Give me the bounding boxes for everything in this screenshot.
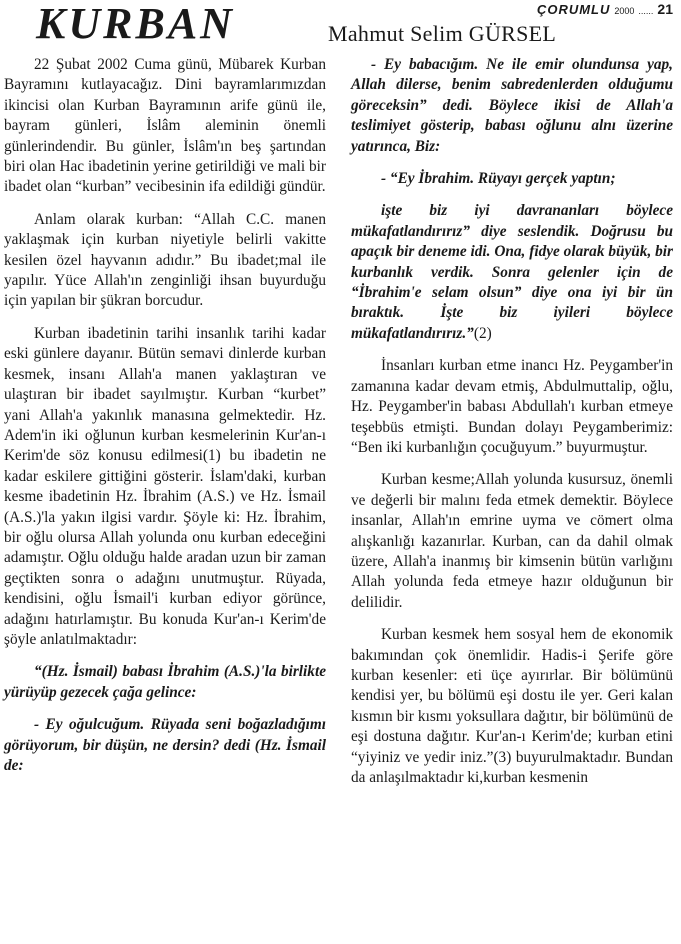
quote-paragraph	[351, 201, 673, 344]
paragraph: İnsanları kurban etme inancı Hz. Peygamber'in zamanına kadar devam etmiş, Abdulmuttalip, oğlu, Hz. Peygamber'in babası Abdullah'ı kurban etmeye teşebbüs etmişti. Bundan dolayı Peygamberimiz: “Ben iki kurbanlığın çocuğuyum.” buyurmuştur.	[351, 357, 673, 456]
quote-paragraph: - Ey oğulcuğum. Rüyada seni boğazladığımı görüyorum, bir düşün, ne dersin? dedi (Hz. İsmail de:	[4, 716, 326, 774]
footnote-reference: (2)	[473, 324, 492, 342]
quote-paragraph: - Ey babacığım. Ne ile emir olundunsa yap, Allah dilerse, benim sabredenlerden olduğumu göreceksin” dedi. Böylece ikisi de Allah'a teslimiyet gösterip, babası oğlunu alnı üzerine yatırınca, Biz:	[351, 56, 673, 155]
page-header	[537, 1, 673, 17]
article-author: Mahmut Selim GÜRSEL	[328, 21, 557, 46]
right-column	[351, 55, 673, 800]
left-column	[4, 55, 326, 788]
quote-text: işte biz iyi davrananları böylece mükafatlandırırız” diye seslendik. Doğrusu bu apaçık bir deneme idi. Ona, fidye olarak büyük, bir kurbanlık verdik. Sonra gelenler için de “İbrahim'e selam olsun” diye ona iyi bir ün bıraktık. İşte biz iyileri böylece mükafatlandırırız.”	[351, 202, 673, 342]
paragraph: Kurban ibadetinin tarihi insanlık tarihi kadar eski günlere dayanır. Bütün semavi dinlerde kurban kesmek, insanı Allah'a manen yaklaştıran ve ulaştıran bir ibadet sayılmıştır. Kurban “kurbet” yani Allah'a yakınlık manasına gelmektedir. Hz. Adem'in iki oğlunun kurban kesmelerinin Kur'an-ı Kerim'de söz konusu edilmesi(1) bu ibadetin ne kadar eskilere gittiğini gösterir. İslam'daki, kurban kesme ibadetinin Hz. İbrahim (A.S.) ve Hz. İsmail (A.S.)'la yakın ilgisi vardır. Şöyle ki: Hz. İbrahim, bir oğlu olursa Allah yolunda onu kurban edeceğini adamıştır. Oğlu olduğu halde aradan uzun bir zaman geçtikten sonra o adağını unutmuştur. Rüyada, kendisini, oğlu İsmail'i kurban ediyor görünce, adağını hatırlamıştır. Bu konuda Kur'an-ı Kerim'de şöyle anlatılmaktadır:	[4, 324, 326, 648]
article-title: KURBAN	[36, 0, 235, 48]
publication-name: ÇORUMLU	[536, 2, 611, 17]
paragraph: 22 Şubat 2002 Cuma günü, Mübarek Kurban Bayramını kutlayacağız. Dini bayramlarımızdan ikincisi olan Kurban Bayramının arife günü ile, bayram günleri, İslâm aleminin önemli günlerindendir. Bu günler, İslâm'ın beş şartından biri olan Hac ibadetinin yerine getirildiği ve mali bir ibadet olan “kurban” vecibesinin ifa edildiği gündür.	[4, 56, 326, 196]
page-number: 21	[657, 1, 673, 17]
quote-paragraph: “(Hz. İsmail) babası İbrahim (A.S.)'la birlikte yürüyüp gezecek çağa gelince:	[4, 663, 326, 701]
publication-year: 2000	[614, 6, 635, 16]
quote-paragraph: - “Ey İbrahim. Rüyayı gerçek yaptın;	[381, 170, 616, 188]
paragraph: Anlam olarak kurban: “Allah C.C. manen yaklaşmak için kurban niyetiyle belirli vakitte kesilen özel hayvanın adıdır.” Bu ibadet;mal ile yapılır. Yüce Allah'ın zenginliği ihsan buyurduğu için yapılan bir şükran borcudur.	[4, 210, 326, 310]
header-dots: ......	[638, 6, 654, 16]
paragraph: Kurban kesmek hem sosyal hem de ekonomik bakımından çok önemlidir. Hadis-i Şerife göre kurban kesenler: eti üçe ayırırlar. Bir bölümünü kendisi yer, bu bölümü eşi dostu ile yer. Geri kalan kısmın bir kısmı yoksullara dağıtır, bir bölümünü de eşi dostuna dağıtır. Kur'an-ı Kerim'de; kurban etini “yiyiniz ve yedir iniz.”(3) buyurulmaktadır. Bundan da anlaşılmaktadır ki,kurban kesmenin	[351, 626, 673, 786]
paragraph: Kurban kesme;Allah yolunda kusursuz, önemli ve değerli bir malını feda etmek demektir. Böylece insanlar, Allah'ın emrine uyma ve cömert olma alışkanlığı kazanırlar. Kurban, can da dahil olmak üzere, Allah'a inanmış bir kimsenin bütün varlığını Allah yolunda feda etmeye hazır olduğunun bir delilidir.	[351, 471, 673, 611]
